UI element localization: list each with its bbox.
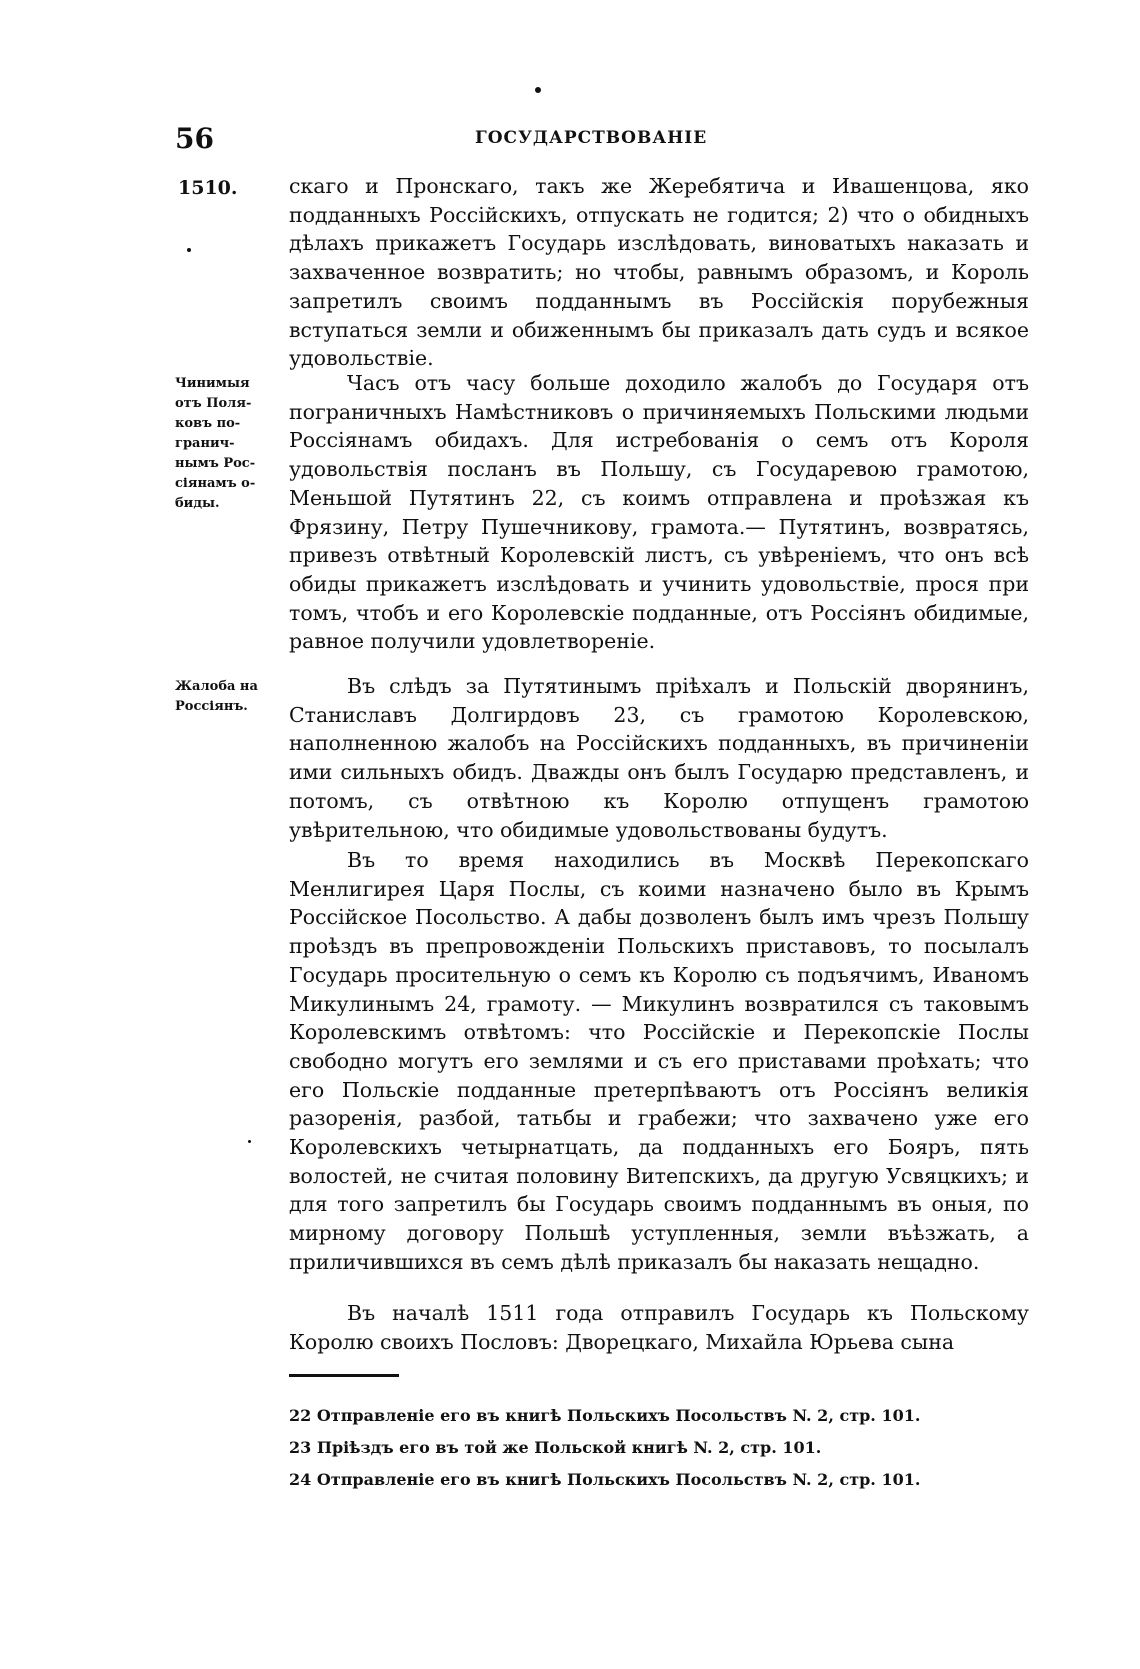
running-title: ГОСУДАРСТВОВАНІЕ — [475, 128, 708, 148]
scan-speck — [187, 248, 191, 252]
footnote-rule — [289, 1374, 399, 1377]
paragraph: скаго и Пронскаго, такъ же Жеребятича и Ивашенцова, яко подданныхъ Россійскихъ, отпускать не годится; 2) что о обидныхъ дѣлахъ прикажетъ Государь изслѣдовать, виноватыхъ наказать и захваченное возвратить; но чтобы, равнымъ образомъ, и Король запретилъ своимъ подданнымъ въ Россійскія порубежныя вступаться земли и обиженнымъ бы приказалъ дать судъ и всякое удовольствіе. — [289, 174, 1029, 371]
paragraph: Въ то время находились въ Москвѣ Перекопскаго Менлигирея Царя Послы, съ коими назначено было въ Крымъ Россійское Посольство. А дабы дозволенъ былъ имъ чрезъ Польшу проѣздъ въ препровожденіи Польскихъ приставовъ, то посылалъ Государь просительную о семъ къ Королю съ подъячимъ, Иваномъ Микулинымъ 24, грамоту. — Микулинъ возвратился съ таковымъ Королевскимъ отвѣтомъ: что Россійскіе и Перекопскіе Послы свободно могутъ его землями и съ его приставами проѣхать; что его Польскіе подданные претерпѣваютъ отъ Россіянъ великія разоренія, разбой, татьбы и грабежи; что захвачено уже его Королевскихъ четырнатцать, да подданныхъ его Бояръ, пять волостей, не считая половину Витепскихъ, да другую Усвяцкихъ; и для того запретилъ бы Государь своимъ подданнымъ въ оныя, по мирному договору Польшѣ уступленныя, земли въѣзжать, а приличившихся въ семъ дѣлѣ приказалъ бы наказать нещадно. — [289, 848, 1029, 1274]
scan-speck — [248, 1140, 251, 1143]
margin-note-complaint: Жалоба на Россіянъ. — [175, 679, 258, 714]
paragraph: Въ началѣ 1511 года отправилъ Государь къ Польскому Королю своихъ Пословъ: Дворецкаго, Михайла Юрьева сына — [289, 1301, 1029, 1354]
scan-speck — [535, 87, 541, 93]
footnotes — [289, 1400, 1029, 1496]
footnote: 24 Отправленіе его въ книгѣ Польскихъ Посольствъ N. 2, стр. 101. — [289, 1470, 921, 1489]
margin-note-border-offenses: Чинимыя отъ Поля- ковъ по- гранич- нымъ Рос- сіянамъ о- биды. — [175, 376, 256, 511]
footnote: 23 Пріѣздъ его въ той же Польской книгѣ N. 2, стр. 101. — [289, 1438, 822, 1457]
page-number: 56 — [175, 122, 214, 155]
paragraph: Въ слѣдъ за Путятинымъ пріѣхалъ и Польскій дворянинъ, Станиславъ Долгирдовъ 23, съ грамотою Королевскою, наполненною жалобъ на Россійскихъ подданныхъ, въ причиненіи ими сильныхъ обидъ. Дважды онъ былъ Государю представленъ, и потомъ, съ отвѣтною къ Королю отпущенъ грамотою увѣрительною, что обидимые удовольствованы будутъ. — [289, 674, 1029, 842]
footnote: 22 Отправленіе его въ книгѣ Польскихъ Посольствъ N. 2, стр. 101. — [289, 1406, 921, 1425]
year-marker: 1510. — [178, 177, 238, 199]
paragraph: Часъ отъ часу больше доходило жалобъ до Государя отъ пограничныхъ Намѣстниковъ о причиняемыхъ Польскими людьми Россіянамъ обидахъ. Для истребованія о семъ отъ Короля удовольствія посланъ въ Польшу, съ Государевою грамотою, Меньшой Путятинъ 22, съ коимъ отправлена и проѣзжая къ Фрязину, Петру Пушечникову, грамота.— Путятинъ, возвратясь, привезъ отвѣтный Королевскій листъ, съ увѣреніемъ, что онъ всѣ обиды прикажетъ изслѣдовать и учинить удовольствіе, прося при томъ, чтобъ и его Королевскіе подданные, отъ Россіянъ обидимые, равное получили удовлетвореніе. — [289, 371, 1029, 654]
page-header — [175, 122, 1025, 162]
